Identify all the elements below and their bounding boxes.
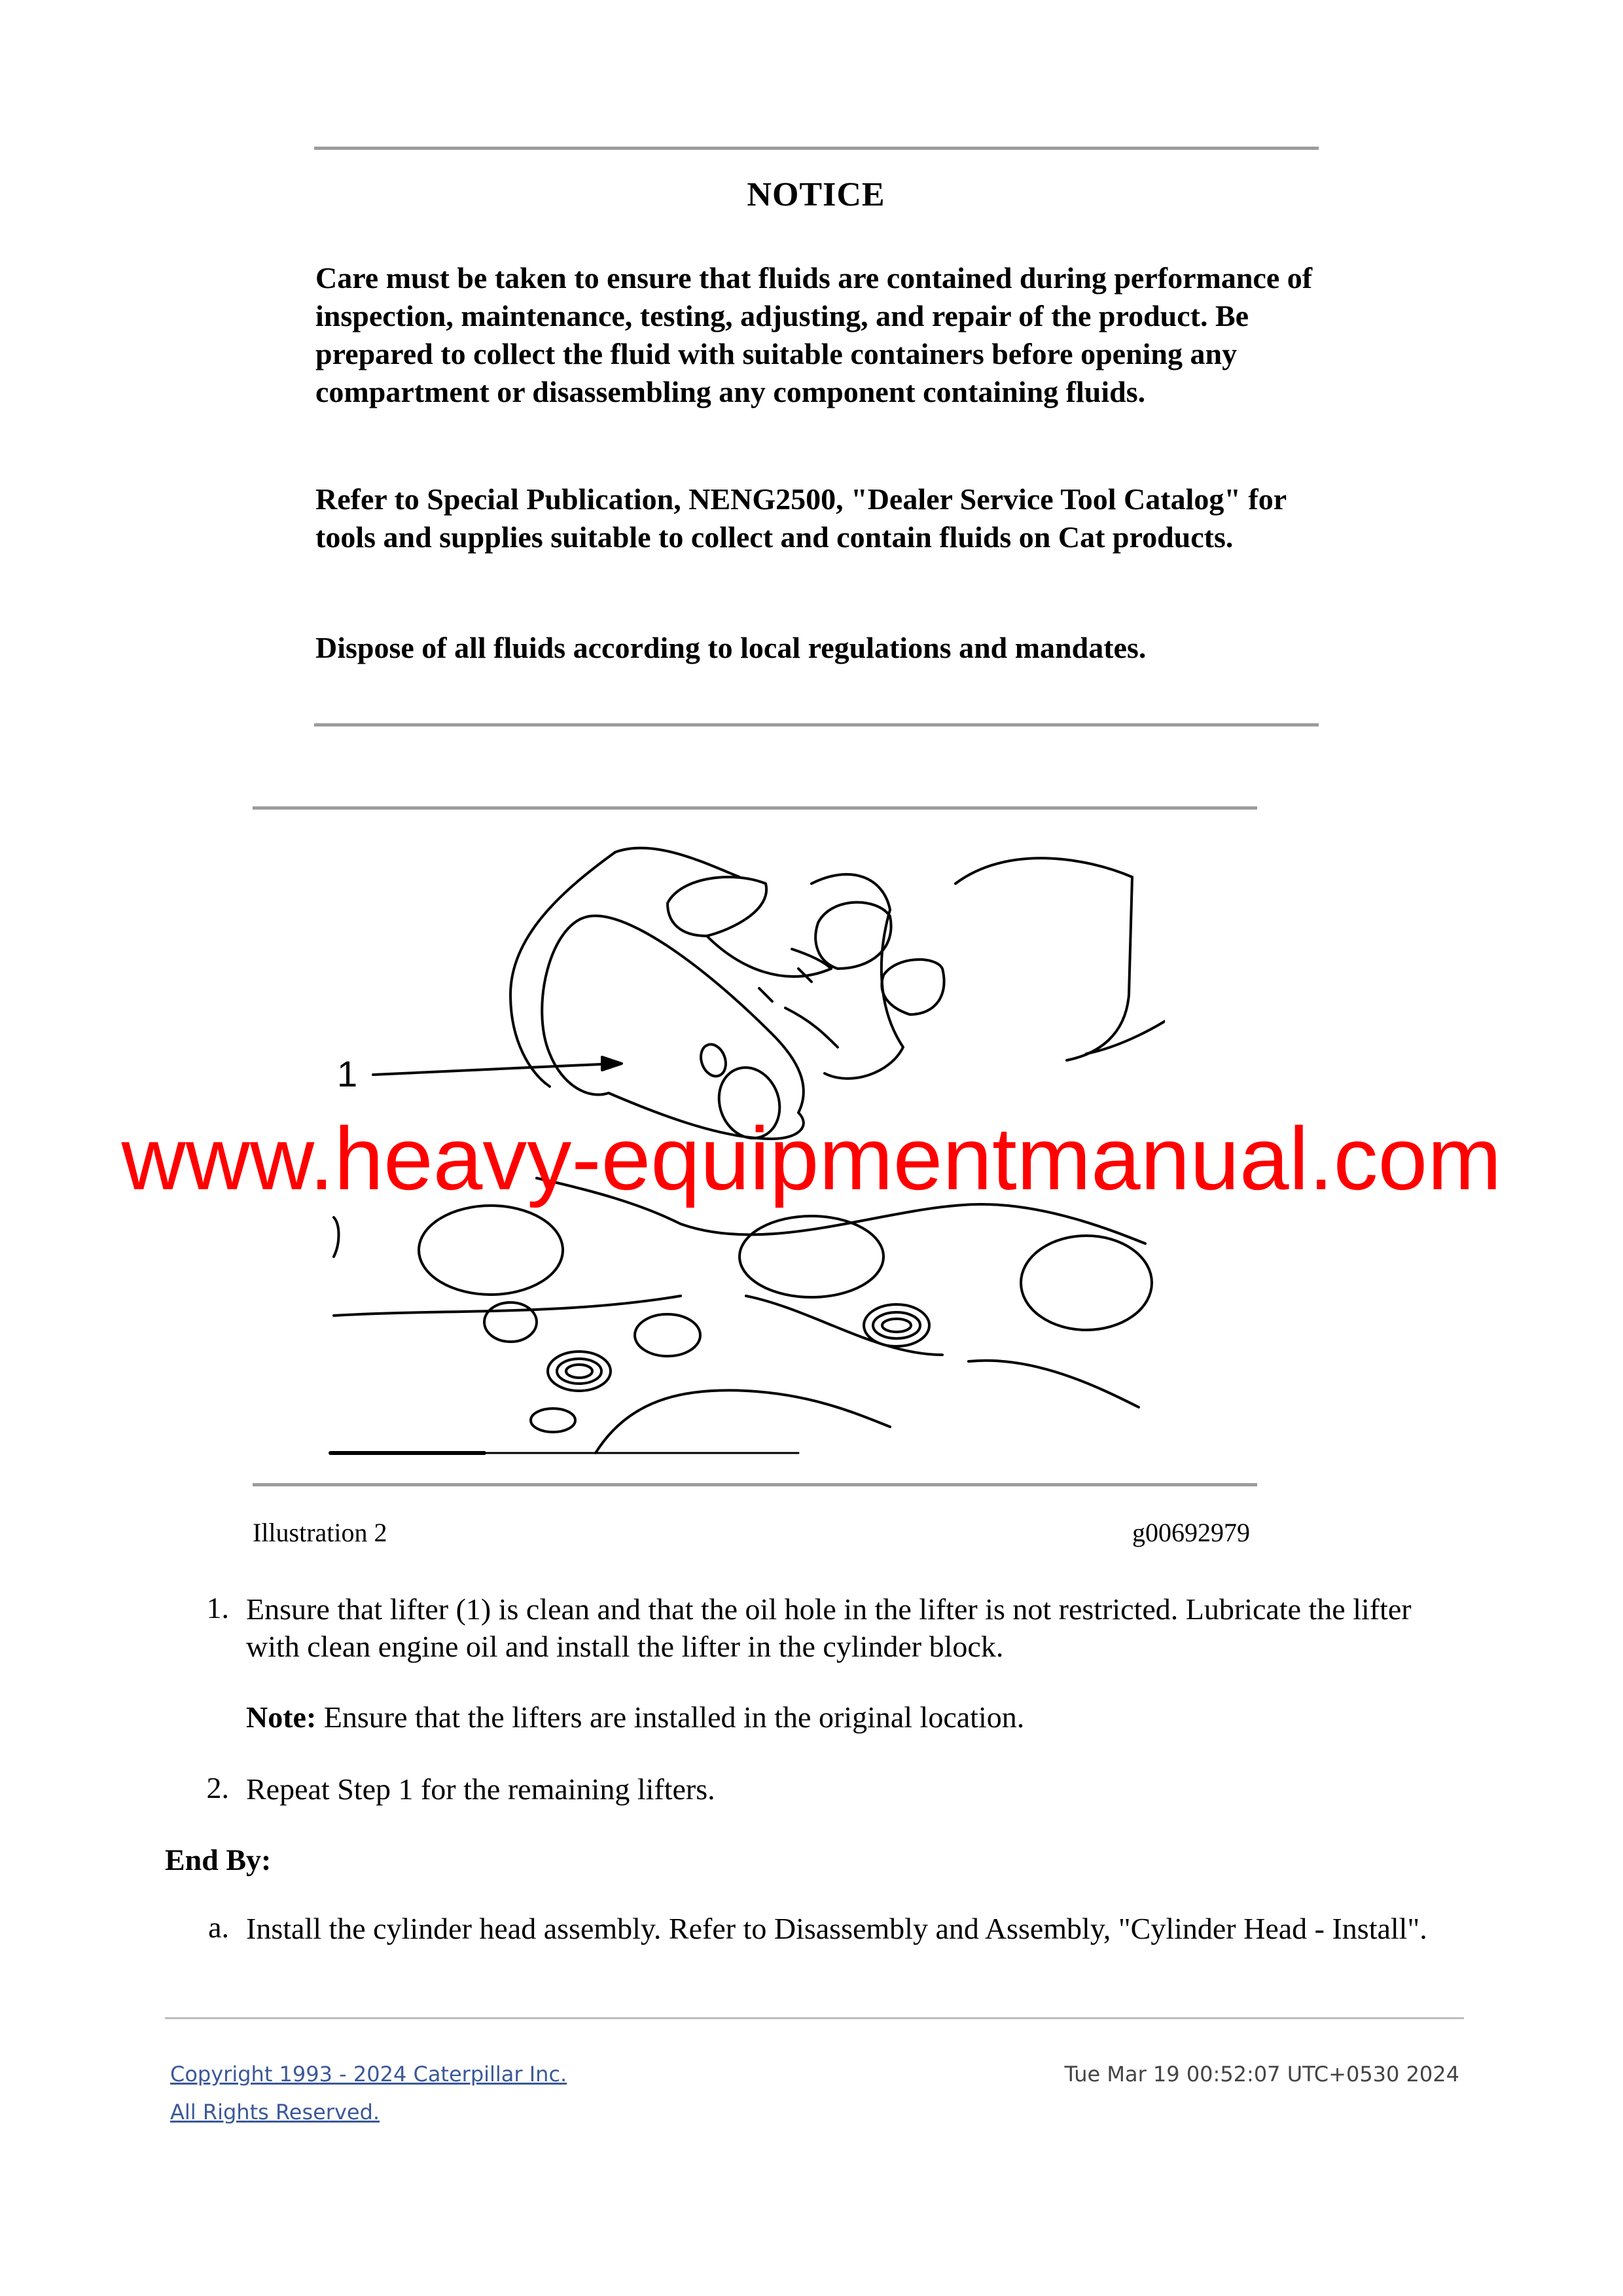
end-by-item-number: a. [208, 1910, 229, 1944]
note-text: Ensure that the lifters are installed in the original location. [316, 1700, 1025, 1734]
illustration-top-rule [253, 806, 1257, 810]
step-number: 2. [206, 1771, 229, 1804]
end-by-heading: End By: [165, 1843, 272, 1876]
notice-bottom-rule [314, 723, 1319, 726]
copyright-link[interactable]: Copyright 1993 - 2024 Caterpillar Inc. [170, 2062, 567, 2087]
step-text: Ensure that lifter (1) is clean and that the oil hole in the lifter is not restricted. Lubricate the lifter with clean engine oil and install the lifter in the cylinder block. [246, 1592, 1412, 1663]
footer-rule [165, 2017, 1464, 2019]
notice-paragraph-3: Dispose of all fluids according to local regulations and mandates. [315, 631, 1147, 664]
all-rights-reserved-link[interactable]: All Rights Reserved. [170, 2100, 380, 2125]
notice-paragraph-1: Care must be taken to ensure that fluids are contained during performance of inspection, maintenance, testing, adjusting, and repair of the product. Be prepared to collect the fluid with suitable containers before opening any compartment or disassembling any component containing fluids. [315, 261, 1313, 408]
notice-title: NOTICE [747, 176, 885, 213]
illustration-caption-label: Illustration 2 [253, 1518, 387, 1547]
note-label: Note: [246, 1700, 317, 1734]
footer-timestamp: Tue Mar 19 00:52:07 UTC+0530 2024 [1064, 2062, 1459, 2087]
notice-top-rule [314, 147, 1319, 150]
notice-paragraph-2: Refer to Special Publication, NENG2500, "Dealer Service Tool Catalog" for tools and supplies suitable to collect and contain fluids on Cat products. [315, 482, 1287, 554]
step-note [246, 1698, 1463, 1736]
end-by-item-text: Install the cylinder head assembly. Refer to Disassembly and Assembly, "Cylinder Head - Install". [246, 1912, 1427, 1945]
illustration-bottom-rule [253, 1483, 1257, 1486]
step-number: 1. [206, 1591, 229, 1624]
illustration-caption-id: g00692979 [1132, 1518, 1250, 1547]
callout-label: 1 [337, 1053, 358, 1094]
step-text: Repeat Step 1 for the remaining lifters. [246, 1772, 715, 1806]
watermark-url: www.heavy-equipmentmanual.com [121, 1109, 1502, 1208]
